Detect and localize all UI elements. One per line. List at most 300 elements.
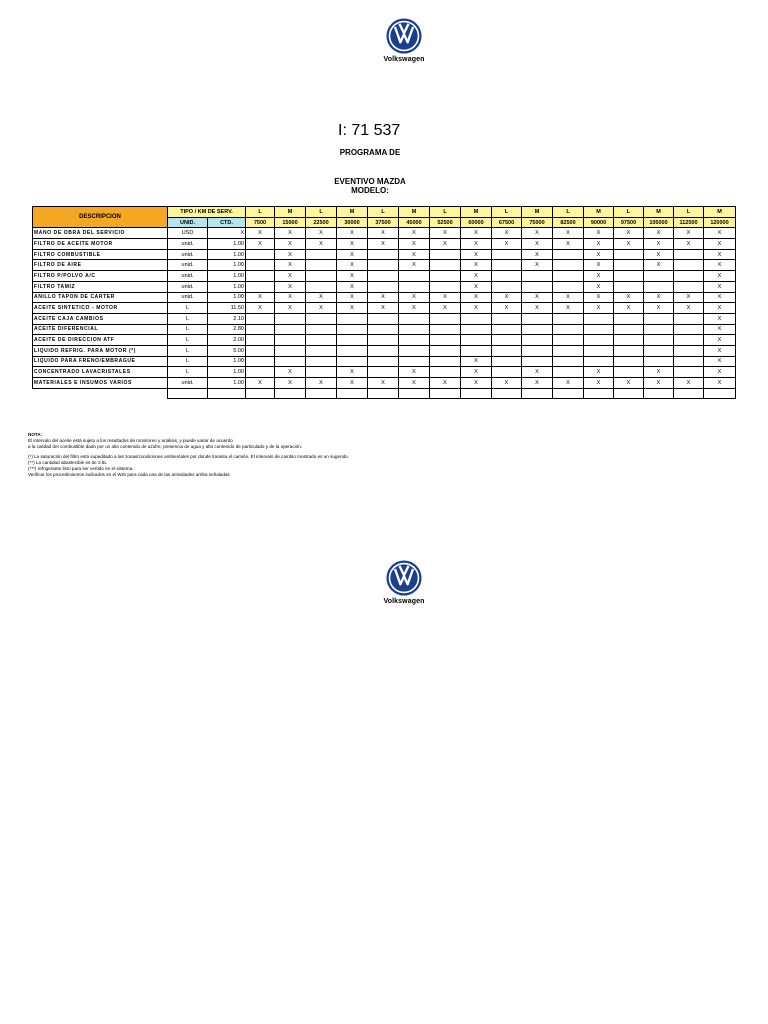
service-mark: X — [337, 260, 368, 271]
service-mark — [522, 271, 553, 282]
service-mark — [430, 249, 461, 260]
service-mark: X — [246, 303, 275, 314]
service-mark — [553, 335, 584, 346]
model-line: MODELO: — [351, 186, 389, 195]
service-mark — [522, 345, 553, 356]
service-mark: X — [674, 239, 704, 250]
service-mark: X — [368, 303, 399, 314]
service-mark: X — [553, 239, 584, 250]
row-unit: unid. — [168, 260, 208, 271]
service-mark: X — [644, 249, 674, 260]
service-mark: X — [674, 378, 704, 389]
service-mark — [368, 367, 399, 378]
table-row — [33, 345, 736, 356]
row-description: CONCENTRADO LAVACRISTALES — [33, 367, 168, 378]
service-mark — [306, 281, 337, 292]
service-mark: X — [246, 228, 275, 239]
service-mark — [368, 249, 399, 260]
service-mark — [644, 335, 674, 346]
service-mark: X — [553, 228, 584, 239]
table-row — [33, 324, 736, 335]
table-row — [33, 260, 736, 271]
service-mark: X — [704, 281, 736, 292]
service-mark: X — [430, 228, 461, 239]
service-mark — [246, 367, 275, 378]
service-mark — [461, 345, 492, 356]
service-mark — [399, 335, 430, 346]
service-mark — [306, 335, 337, 346]
service-mark: X — [337, 239, 368, 250]
table-row — [33, 356, 736, 367]
service-mark: X — [246, 292, 275, 303]
service-mark: X — [461, 367, 492, 378]
service-mark — [674, 335, 704, 346]
service-mark: X — [614, 378, 644, 389]
service-mark — [614, 356, 644, 367]
service-mark: X — [644, 260, 674, 271]
service-mark: X — [337, 281, 368, 292]
service-mark — [430, 345, 461, 356]
header-row-service-type — [33, 207, 736, 218]
service-mark: X — [704, 239, 736, 250]
service-mark: X — [275, 239, 306, 250]
service-mark: X — [337, 292, 368, 303]
service-mark — [246, 313, 275, 324]
service-mark — [674, 367, 704, 378]
service-mark — [614, 281, 644, 292]
note-line: (**) La cantidad abastecible es de 2.5L — [28, 459, 107, 465]
service-mark: X — [584, 292, 614, 303]
row-unit: L — [168, 335, 208, 346]
km-interval: 60000 — [461, 217, 492, 228]
service-mark: X — [399, 239, 430, 250]
service-mark: X — [492, 239, 522, 250]
service-mark: X — [275, 378, 306, 389]
empty-cell — [704, 388, 736, 399]
service-mark — [553, 345, 584, 356]
service-mark: X — [461, 228, 492, 239]
table-row — [33, 249, 736, 260]
service-mark: X — [522, 367, 553, 378]
service-mark — [306, 345, 337, 356]
service-type: M — [461, 207, 492, 218]
service-mark: X — [337, 228, 368, 239]
empty-cell — [368, 388, 399, 399]
note-line: Verificar los procedimientos indicados en el WIS para cada una de las actividades arriba señaladas — [28, 472, 230, 478]
empty-cell — [246, 388, 275, 399]
service-mark: X — [522, 303, 553, 314]
service-mark — [553, 281, 584, 292]
service-mark: X — [399, 228, 430, 239]
service-mark — [337, 335, 368, 346]
service-mark — [368, 313, 399, 324]
service-mark: X — [704, 228, 736, 239]
service-mark — [461, 335, 492, 346]
service-mark — [430, 324, 461, 335]
empty-cell — [337, 388, 368, 399]
service-mark — [553, 313, 584, 324]
service-mark — [553, 356, 584, 367]
service-mark — [492, 356, 522, 367]
row-quantity: X — [208, 228, 246, 239]
empty-cell — [399, 388, 430, 399]
service-mark — [492, 271, 522, 282]
km-interval: 30000 — [337, 217, 368, 228]
service-mark — [553, 324, 584, 335]
service-mark — [674, 356, 704, 367]
table-row — [33, 228, 736, 239]
service-mark — [399, 324, 430, 335]
service-mark: X — [275, 303, 306, 314]
service-mark: X — [368, 378, 399, 389]
service-type: M — [644, 207, 674, 218]
service-mark — [368, 324, 399, 335]
km-interval: 22500 — [306, 217, 337, 228]
service-mark — [368, 271, 399, 282]
service-mark — [306, 324, 337, 335]
service-mark: X — [644, 292, 674, 303]
row-description: ACEITE DE DIRECCION ATF — [33, 335, 168, 346]
service-mark: X — [368, 228, 399, 239]
service-mark — [584, 313, 614, 324]
service-type: L — [368, 207, 399, 218]
row-description: LIQUIDO REFRIG. PARA MOTOR (*) — [33, 345, 168, 356]
row-quantity: 1.00 — [208, 271, 246, 282]
service-mark — [368, 345, 399, 356]
service-mark — [399, 271, 430, 282]
row-description: FILTRO COMBUSTIBLE — [33, 249, 168, 260]
service-mark — [430, 335, 461, 346]
empty-cell — [614, 388, 644, 399]
service-mark — [614, 367, 644, 378]
service-mark — [246, 345, 275, 356]
service-mark: X — [461, 249, 492, 260]
service-mark: X — [644, 303, 674, 314]
service-mark: X — [522, 378, 553, 389]
service-mark: X — [461, 356, 492, 367]
service-mark: X — [461, 281, 492, 292]
service-mark: X — [399, 378, 430, 389]
service-mark — [614, 313, 644, 324]
row-quantity: 2.10 — [208, 313, 246, 324]
service-type: L — [492, 207, 522, 218]
row-quantity: 11.50 — [208, 303, 246, 314]
service-mark: X — [522, 228, 553, 239]
service-mark: X — [275, 228, 306, 239]
service-mark — [614, 335, 644, 346]
service-mark — [399, 356, 430, 367]
row-description: FILTRO DE ACEITE MOTOR — [33, 239, 168, 250]
service-mark: X — [704, 313, 736, 324]
maintenance-schedule-table — [32, 206, 736, 399]
row-quantity: 1.00 — [208, 260, 246, 271]
empty-cell — [208, 388, 246, 399]
notes-heading: NOTA: — [28, 432, 43, 437]
service-mark: X — [704, 271, 736, 282]
service-mark — [337, 313, 368, 324]
km-interval: 90000 — [584, 217, 614, 228]
header-logo — [354, 18, 454, 63]
service-mark: X — [584, 367, 614, 378]
service-mark — [522, 324, 553, 335]
service-mark — [368, 356, 399, 367]
service-mark — [399, 313, 430, 324]
service-type: L — [430, 207, 461, 218]
row-unit: unid. — [168, 249, 208, 260]
service-mark — [644, 324, 674, 335]
row-description: LIQUIDO PARA FRENO/EMBRAGUE — [33, 356, 168, 367]
service-mark: X — [399, 260, 430, 271]
row-description: FILTRO P/POLVO A/C — [33, 271, 168, 282]
service-mark — [275, 335, 306, 346]
service-type: L — [553, 207, 584, 218]
service-mark — [674, 281, 704, 292]
service-mark: X — [337, 249, 368, 260]
service-mark — [430, 271, 461, 282]
service-mark: X — [275, 281, 306, 292]
service-mark — [461, 324, 492, 335]
service-mark — [644, 313, 674, 324]
service-type: M — [704, 207, 736, 218]
note-line: (*) La saturación del filtro está supeditado a las zonas/condiciones ambientales por donde transita el camión. El intervalo de cambio mostrado es un sugerido. — [28, 453, 349, 459]
service-mark: X — [704, 367, 736, 378]
service-mark — [584, 356, 614, 367]
service-mark: X — [306, 378, 337, 389]
service-mark — [553, 260, 584, 271]
row-description: FILTRO TAMIZ — [33, 281, 168, 292]
service-mark — [492, 367, 522, 378]
service-mark — [522, 335, 553, 346]
schedule-body — [33, 228, 736, 399]
km-interval: 75000 — [522, 217, 553, 228]
program-line: PROGRAMA DE — [339, 148, 401, 157]
service-mark — [674, 313, 704, 324]
service-mark: X — [644, 378, 674, 389]
table-row — [33, 313, 736, 324]
service-mark — [584, 324, 614, 335]
service-mark — [306, 356, 337, 367]
service-mark: X — [584, 249, 614, 260]
service-mark — [246, 271, 275, 282]
service-mark: X — [461, 292, 492, 303]
table-row-empty — [33, 388, 736, 399]
service-mark — [246, 249, 275, 260]
empty-cell — [584, 388, 614, 399]
service-mark: X — [584, 378, 614, 389]
table-row — [33, 239, 736, 250]
km-interval: 97500 — [614, 217, 644, 228]
service-mark — [492, 313, 522, 324]
service-mark — [275, 345, 306, 356]
table-row — [33, 367, 736, 378]
km-interval: 45000 — [399, 217, 430, 228]
km-interval: 37500 — [368, 217, 399, 228]
service-mark — [644, 281, 674, 292]
note-line: a la calidad del combustible dado por un alto contenido de azufre, presencia de agua y alto contenido de particulado y de la operación. — [28, 444, 303, 450]
service-type: M — [275, 207, 306, 218]
service-mark — [674, 345, 704, 356]
row-quantity: 1.00 — [208, 239, 246, 250]
row-description: ANILLO TAPON DE CARTER — [33, 292, 168, 303]
empty-cell — [492, 388, 522, 399]
brand-name: Volkswagen — [383, 56, 425, 63]
service-mark — [368, 335, 399, 346]
service-mark: X — [461, 260, 492, 271]
service-mark — [337, 345, 368, 356]
empty-cell — [644, 388, 674, 399]
document-title: I: 71 537 — [338, 122, 401, 139]
service-mark: X — [337, 378, 368, 389]
service-mark — [614, 260, 644, 271]
table-row — [33, 292, 736, 303]
service-mark: X — [461, 239, 492, 250]
service-mark: X — [584, 281, 614, 292]
service-mark — [614, 345, 644, 356]
service-mark — [674, 271, 704, 282]
service-mark — [492, 324, 522, 335]
service-mark: X — [522, 249, 553, 260]
service-mark — [399, 345, 430, 356]
service-mark — [246, 356, 275, 367]
empty-cell — [522, 388, 553, 399]
service-mark — [246, 260, 275, 271]
service-mark — [584, 335, 614, 346]
service-mark: X — [522, 292, 553, 303]
row-quantity: 2.00 — [208, 335, 246, 346]
table-row — [33, 281, 736, 292]
service-mark — [553, 271, 584, 282]
service-mark: X — [674, 228, 704, 239]
service-mark — [614, 324, 644, 335]
row-unit: USD — [168, 228, 208, 239]
service-mark — [492, 345, 522, 356]
service-mark: X — [246, 378, 275, 389]
notes-section — [28, 432, 349, 478]
km-interval: 52500 — [430, 217, 461, 228]
service-mark — [368, 260, 399, 271]
unit-header: UNID. — [168, 217, 208, 228]
service-mark: X — [275, 271, 306, 282]
service-mark: X — [337, 271, 368, 282]
service-mark: X — [306, 228, 337, 239]
service-mark — [492, 260, 522, 271]
row-unit: L — [168, 303, 208, 314]
note-line: El intervalo del aceite está sujeto a los resultados de monitoreo y análisis, y puede variar de acuerdo — [28, 438, 233, 444]
service-mark: X — [614, 292, 644, 303]
service-mark: X — [306, 239, 337, 250]
service-mark: X — [704, 303, 736, 314]
service-mark: X — [399, 303, 430, 314]
service-mark: X — [704, 249, 736, 260]
table-row — [33, 271, 736, 282]
service-mark: X — [461, 303, 492, 314]
service-mark — [522, 281, 553, 292]
service-mark: X — [306, 303, 337, 314]
service-type: M — [522, 207, 553, 218]
type-km-header: TIPO / KM DE SERV. — [168, 207, 246, 218]
service-type: L — [246, 207, 275, 218]
service-mark: X — [399, 292, 430, 303]
service-mark: X — [275, 249, 306, 260]
service-mark: X — [522, 239, 553, 250]
service-mark — [306, 249, 337, 260]
row-unit: L — [168, 345, 208, 356]
row-unit: L — [168, 367, 208, 378]
service-mark: X — [399, 367, 430, 378]
service-mark — [337, 356, 368, 367]
service-type: L — [674, 207, 704, 218]
km-interval: 120000 — [704, 217, 736, 228]
row-description: ACEITE SINTETICO - MOTOR — [33, 303, 168, 314]
row-quantity: 2.80 — [208, 324, 246, 335]
service-mark — [306, 271, 337, 282]
service-mark: X — [492, 303, 522, 314]
service-mark — [306, 260, 337, 271]
table-row — [33, 378, 736, 389]
row-unit: L — [168, 313, 208, 324]
row-quantity: 5.00 — [208, 345, 246, 356]
service-mark: X — [553, 303, 584, 314]
service-mark — [674, 249, 704, 260]
service-type: M — [584, 207, 614, 218]
service-mark — [275, 324, 306, 335]
empty-cell — [461, 388, 492, 399]
service-mark — [275, 356, 306, 367]
row-description: ACEITE DIFERENCIAL — [33, 324, 168, 335]
service-mark: X — [704, 378, 736, 389]
event-line: EVENTIVO MAZDA — [334, 177, 406, 186]
service-mark: X — [704, 356, 736, 367]
service-mark — [492, 281, 522, 292]
row-unit: unid. — [168, 281, 208, 292]
service-mark: X — [461, 378, 492, 389]
row-description: MATERIALES E INSUMOS VARIOS — [33, 378, 168, 389]
service-mark — [674, 260, 704, 271]
empty-cell — [33, 388, 168, 399]
table-row — [33, 335, 736, 346]
row-quantity: 1.00 — [208, 281, 246, 292]
service-mark: X — [553, 378, 584, 389]
service-mark: X — [704, 335, 736, 346]
row-unit: unid. — [168, 292, 208, 303]
service-mark: X — [614, 303, 644, 314]
empty-cell — [430, 388, 461, 399]
service-mark: X — [614, 239, 644, 250]
empty-cell — [275, 388, 306, 399]
service-mark — [644, 345, 674, 356]
service-mark — [614, 249, 644, 260]
service-mark — [522, 313, 553, 324]
service-type: M — [399, 207, 430, 218]
service-mark — [337, 324, 368, 335]
service-mark — [553, 249, 584, 260]
service-mark — [522, 356, 553, 367]
empty-cell — [306, 388, 337, 399]
service-mark: X — [306, 292, 337, 303]
service-mark: X — [674, 303, 704, 314]
service-mark — [430, 367, 461, 378]
service-mark: X — [584, 228, 614, 239]
service-type: L — [614, 207, 644, 218]
service-mark: X — [522, 260, 553, 271]
service-mark: X — [337, 303, 368, 314]
service-mark: X — [275, 367, 306, 378]
km-interval: 67500 — [492, 217, 522, 228]
service-mark — [246, 281, 275, 292]
service-mark: X — [584, 260, 614, 271]
row-description: ACEITE CAJA CAMBIOS — [33, 313, 168, 324]
service-mark: X — [584, 271, 614, 282]
